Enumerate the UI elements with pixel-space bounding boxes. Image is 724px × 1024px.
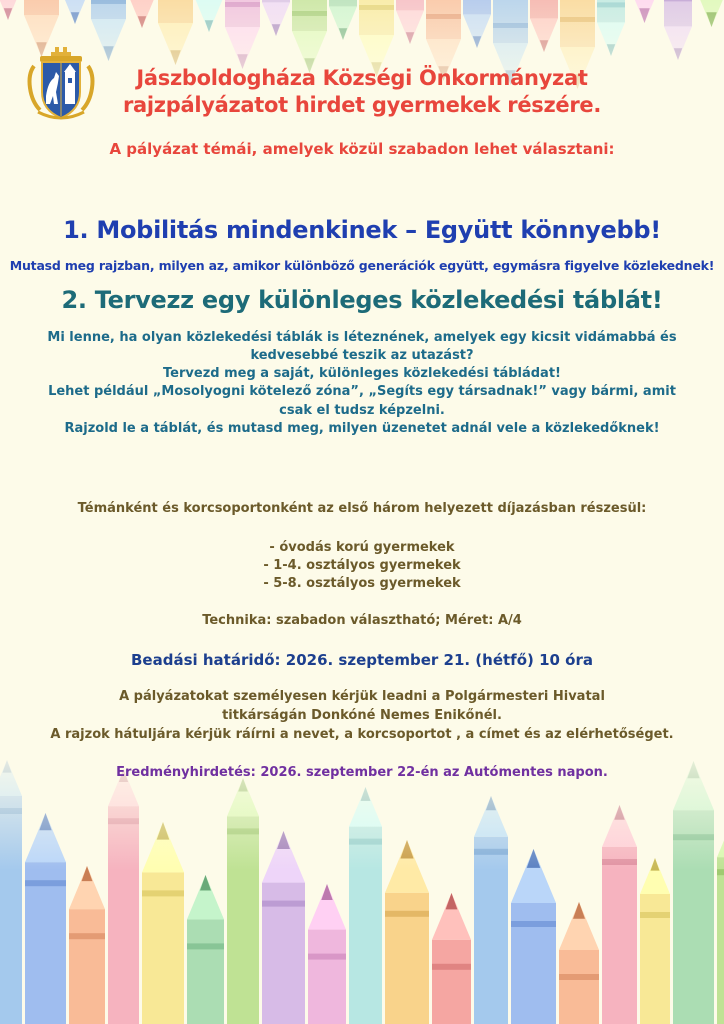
topic-1-text: Mutasd meg rajzban, milyen az, amikor különböző generációk együtt, egymásra figyelve közlekednek! [9, 258, 715, 273]
topic-1-title: 1. Mobilitás mindenkinek – Együtt könnyebb! [63, 216, 661, 244]
topic-2-line: Mi lenne, ha olyan közlekedési táblák is léteznének, amelyek egy kicsit vidámabbá és [47, 330, 677, 345]
award-group: - óvodás korú gyermekek [269, 540, 455, 555]
topic-2-line: Lehet például „Mosolyogni kötelező zóna”, „Segíts egy társadnak!” vagy bármi, amit [48, 384, 676, 399]
submission-line: A pályázatokat személyesen kérjük leadni a Polgármesteri Hivatal [119, 689, 605, 704]
awards-intro: Témánként és korcsoportonként az első három helyezett díjazásban részesül: [77, 501, 647, 516]
submission-line: titkárságán Donkóné Nemes Enikőnél. [222, 708, 502, 723]
title-line-2: rajzpályázatot hirdet gyermekek részére. [122, 93, 602, 117]
title-line-1: Jászboldogháza Községi Önkormányzat [136, 66, 588, 90]
topic-2-line: Tervezd meg a saját, különleges közlekedési tábládat! [163, 366, 561, 381]
award-group: - 5-8. osztályos gyermekek [263, 576, 461, 591]
topic-2-line: Rajzold le a táblát, és mutasd meg, milyen üzenetet adnál vele a közlekedőknek! [64, 421, 660, 436]
submission-line: A rajzok hátuljára kérjük ráírni a nevet, a korcsoportot , a címet és az elérhetőséget. [50, 727, 674, 742]
deadline: Beadási határidő: 2026. szeptember 21. (hétfő) 10 óra [130, 651, 594, 669]
topic-2-title: 2. Tervezz egy különleges közlekedési táblát! [61, 286, 663, 314]
subtitle: A pályázat témái, amelyek közül szabadon lehet választani: [109, 140, 615, 158]
technique: Technika: szabadon választható; Méret: A/4 [202, 613, 522, 628]
award-group: - 1-4. osztályos gyermekek [263, 558, 461, 573]
topic-2-line: csak el tudsz képzelni. [279, 403, 445, 418]
topic-2-line: kedvesebbé teszik az utazást? [250, 348, 474, 363]
results: Eredményhirdetés: 2026. szeptember 22-én az Autómentes napon. [116, 765, 608, 780]
